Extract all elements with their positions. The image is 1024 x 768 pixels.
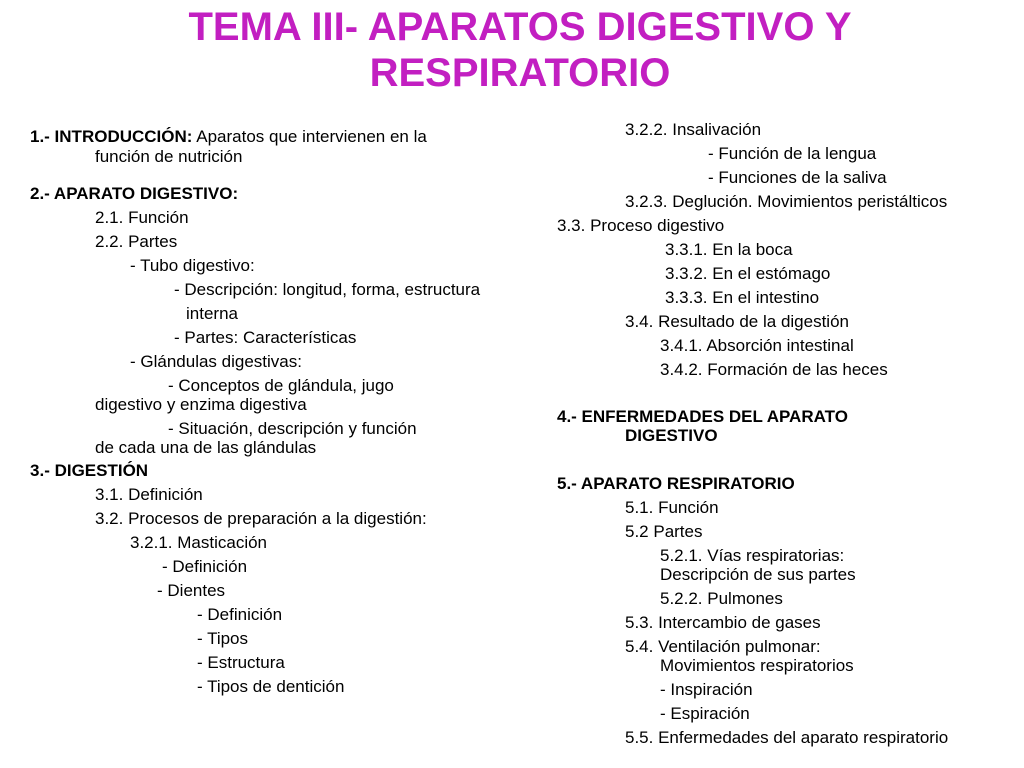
outline-item-descripcion: - Descripción: longitud, forma, estructura [174, 280, 481, 299]
outline-item-glandulas: - Glándulas digestivas: [130, 352, 302, 371]
outline-item-5-2-1-cont: Descripción de sus partes [660, 565, 856, 584]
section-5-heading: 5.- APARATO RESPIRATORIO [557, 474, 795, 493]
outline-item-3-2-2: 3.2.2. Insalivación [625, 120, 762, 139]
section-3-heading: - DIGESTIÓN [44, 461, 149, 480]
outline-item-inspiracion: - Inspiración [660, 680, 753, 699]
section-3-line [30, 461, 148, 481]
outline-item-lengua: - Función de la lengua [708, 144, 877, 163]
outline-item-3-3-2: 3.3.2. En el estómago [665, 264, 831, 283]
outline-item-5-2-2: 5.2.2. Pulmones [660, 589, 783, 608]
outline-item-2-1: 2.1. Función [95, 208, 189, 227]
outline-item-3-2-3: 3.2.3. Deglución. Movimientos peristálticos [625, 192, 948, 211]
outline-item-definicion-1: - Definición [162, 557, 248, 576]
outline-item-interna: interna [186, 304, 238, 323]
outline-item-tipos: - Tipos [197, 629, 249, 648]
section-4-heading: 4.- ENFERMEDADES DEL APARATO [557, 407, 848, 426]
outline-item-5-5: 5.5. Enfermedades del aparato respiratorio [625, 728, 949, 747]
slide-title-line-1: TEMA III- APARATOS DIGESTIVO Y [188, 5, 852, 49]
slide-title-line-2: RESPIRATORIO [369, 51, 671, 95]
outline-item-3-1: 3.1. Definición [95, 485, 203, 504]
section-1-heading: 1.- INTRODUCCIÓN: [30, 127, 193, 146]
section-1-line [30, 127, 427, 147]
outline-item-tubo: - Tubo digestivo: [130, 256, 255, 275]
outline-item-3-2-1: 3.2.1. Masticación [130, 533, 268, 552]
outline-item-5-2-1: 5.2.1. Vías respiratorias: [660, 546, 845, 565]
section-2-heading: 2.- APARATO DIGESTIVO: [30, 184, 239, 203]
outline-item-5-3: 5.3. Intercambio de gases [625, 613, 821, 632]
section-4-heading-cont: DIGESTIVO [625, 426, 718, 445]
outline-item-3-4: 3.4. Resultado de la digestión [625, 312, 849, 331]
outline-item-2-2: 2.2. Partes [95, 232, 178, 251]
outline-item-5-1: 5.1. Función [625, 498, 719, 517]
outline-item-conceptos-cont: digestivo y enzima digestiva [95, 395, 307, 414]
outline-item-3-3-3: 3.3.3. En el intestino [665, 288, 820, 307]
outline-item-3-3: 3.3. Proceso digestivo [557, 216, 725, 235]
outline-item-5-4: 5.4. Ventilación pulmonar: [625, 637, 821, 656]
outline-item-conceptos: - Conceptos de glándula, jugo [168, 376, 394, 395]
outline-item-situacion: - Situación, descripción y función [168, 419, 417, 438]
section-1-text: Aparatos que intervienen en la [192, 127, 427, 146]
outline-item-3-4-2: 3.4.2. Formación de las heces [660, 360, 888, 379]
outline-item-espiracion: - Espiración [660, 704, 750, 723]
outline-item-5-2: 5.2 Partes [625, 522, 703, 541]
outline-item-situacion-cont: de cada una de las glándulas [95, 438, 317, 457]
section-1-text-cont: función de nutrición [95, 147, 243, 166]
outline-item-dientes: - Dientes [157, 581, 226, 600]
outline-item-5-4-cont: Movimientos respiratorios [660, 656, 854, 675]
outline-item-3-3-1: 3.3.1. En la boca [665, 240, 793, 259]
outline-item-definicion-2: - Definición [197, 605, 283, 624]
outline-item-3-2: 3.2. Procesos de preparación a la digestión: [95, 509, 427, 528]
section-3-number: 3. [30, 461, 45, 480]
outline-item-3-4-1: 3.4.1. Absorción intestinal [660, 336, 854, 355]
outline-item-denticion: - Tipos de dentición [197, 677, 345, 696]
outline-item-saliva: - Funciones de la saliva [708, 168, 887, 187]
outline-item-estructura: - Estructura [197, 653, 285, 672]
outline-item-partes: - Partes: Características [174, 328, 357, 347]
